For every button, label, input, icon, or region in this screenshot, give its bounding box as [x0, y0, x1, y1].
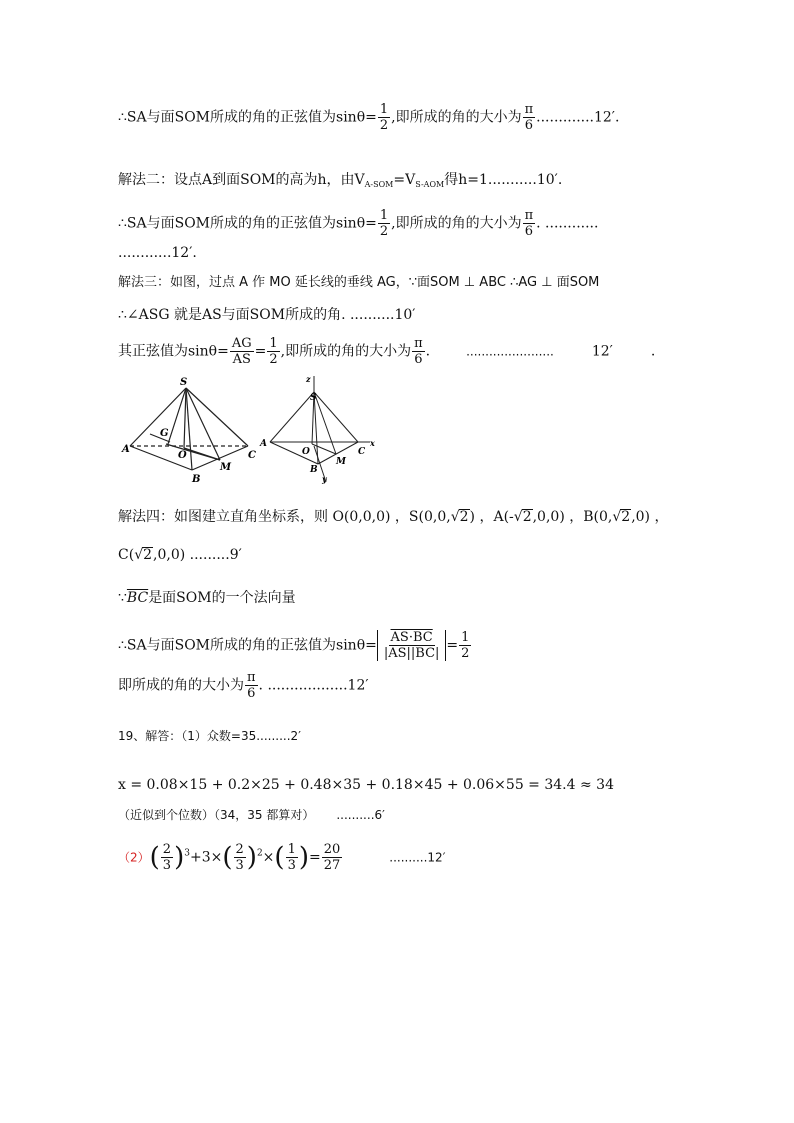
score: ..........12′: [389, 850, 446, 865]
text: ∴SA与面SOM所成的角的正弦值为: [118, 637, 337, 654]
method4-line1: 解法四：如图建立直角坐标系，则 O(0,0,0) ，S(0,0,√2) ，A(-√2,0,0) ，B(0,√2,0) ，: [118, 509, 669, 525]
q19-heading: 19、解答：（1）众数=35.........2′: [118, 729, 301, 743]
text: ) ，A(-: [469, 509, 514, 525]
fraction: [378, 102, 390, 133]
denominator: 6: [524, 224, 533, 239]
text: ,0) ，: [631, 509, 669, 525]
fraction-pi: [523, 208, 536, 239]
sqrt-2: 2: [621, 509, 631, 525]
operator: +3×: [189, 849, 223, 866]
score: 12′: [591, 343, 613, 360]
because: ∵: [118, 590, 127, 606]
numerator: 2: [235, 842, 244, 857]
label-s: S: [180, 377, 188, 388]
denominator: 6: [414, 352, 423, 367]
method3-line2: ∴∠ASG 就是AS与面SOM所成的角. ..........10′: [118, 307, 416, 323]
denominator: 2: [461, 646, 470, 661]
denominator: 27: [323, 858, 341, 873]
denominator: AS: [232, 352, 251, 367]
numerator: π: [524, 102, 534, 117]
numerator: 1: [287, 842, 296, 857]
numerator: 2: [162, 842, 172, 857]
method4-line5: [118, 670, 369, 701]
denominator: 6: [524, 118, 533, 133]
denominator: 2: [379, 118, 389, 133]
sin-theta: sinθ=: [336, 215, 377, 232]
denominator: 3: [287, 858, 296, 873]
method3-line1: 解法三：如图，过点 A 作 MO 延长线的垂线 AG，∵面SOM ⊥ ABC ∴AG ⊥ 面SOM: [118, 275, 600, 290]
sqrt-2: 2: [522, 509, 532, 525]
label-a2: A: [260, 439, 267, 449]
numerator: AG: [231, 336, 252, 351]
denominator: 2: [269, 352, 278, 367]
score: 得h=1...........10′.: [444, 172, 563, 188]
label-o: O: [178, 450, 187, 461]
text: ∴SA与面SOM所成的角的正弦值为: [118, 215, 337, 232]
text: ,即所成的角的大小为: [391, 215, 522, 232]
text: ,即所成的角的大小为: [280, 343, 412, 360]
label-c2: C: [358, 447, 366, 457]
method3-line3: 其正弦值为sinθ= $\frac{AG}{AS}$ = $\frac{1}{2}$ ,即所成的角的大小为 $\frac{\pi}{6}$ . ....................... 12′ .: [118, 336, 656, 367]
method1-conclusion: [118, 102, 619, 133]
label-m2: M: [336, 457, 346, 467]
coordinate-pyramid-diagram: [258, 374, 378, 484]
text: ∴SA与面SOM所成的角的正弦值为: [118, 109, 337, 126]
denominator: 3: [162, 858, 172, 873]
numerator: 20: [323, 842, 341, 857]
denominator: |AS||BC|: [383, 646, 440, 661]
pyramid-diagram: [120, 374, 260, 484]
fraction-two-thirds: [161, 842, 173, 873]
text: ,0,0) ，B(0,: [532, 509, 613, 525]
denominator: 2: [379, 224, 389, 239]
label-s2: S: [310, 393, 317, 403]
q19-note: [118, 806, 385, 824]
fraction: [459, 630, 471, 661]
abs-value: [377, 630, 447, 661]
text: =V: [393, 172, 416, 188]
label-z: z: [306, 374, 311, 384]
subscript: A-SOM: [364, 180, 394, 189]
denominator: 3: [235, 858, 244, 873]
subscript: S-AOM: [415, 180, 445, 189]
numerator: 1: [379, 208, 389, 223]
method2-score: ............12′.: [118, 245, 197, 261]
text: 是面SOM的一个法向量: [148, 590, 296, 606]
vector-bc: $\overline{BC}$: [126, 590, 149, 606]
fraction-result: [322, 842, 343, 873]
fraction-ag-as: [230, 336, 254, 367]
label-y: y: [322, 474, 327, 484]
method4-line3: [118, 589, 296, 607]
sin-theta: sinθ=: [336, 109, 377, 126]
sqrt-2: 2: [143, 547, 153, 563]
note: （近似到个位数）（34，35 都算对）: [118, 808, 315, 822]
equals: =: [309, 849, 321, 866]
text: ,即所成的角的大小为: [391, 109, 522, 126]
sin-theta: sinθ=: [336, 637, 377, 654]
score: ,0,0) .........9′: [153, 547, 242, 563]
fraction-pi: [245, 670, 258, 701]
part2-label: （2）: [118, 850, 150, 865]
numerator: 1: [461, 630, 470, 645]
score: .............12′.: [536, 109, 620, 126]
numerator: π: [524, 208, 534, 223]
method4-line2: C(√2,0,0) .........9′: [118, 547, 242, 563]
text: 即所成的角的大小为: [118, 677, 244, 694]
operator: ×: [262, 849, 275, 866]
label-o2: O: [302, 447, 310, 457]
label-b2: B: [310, 465, 318, 475]
numerator: π: [247, 670, 256, 685]
fraction: [378, 208, 390, 239]
numerator: π: [414, 336, 423, 351]
label-g: G: [160, 428, 169, 439]
equals: =: [446, 637, 459, 654]
end-dot: .: [650, 343, 656, 360]
fraction: [267, 336, 279, 367]
denominator: 6: [247, 686, 256, 701]
fraction-one-third: [286, 842, 298, 873]
method2-conclusion: [118, 208, 598, 239]
score: . ............: [536, 215, 599, 232]
numerator: 1: [379, 102, 389, 117]
pyramid-figure-right: [258, 374, 378, 488]
label-b: B: [192, 474, 201, 484]
numerator: AS·BC: [390, 630, 433, 645]
label-c: C: [248, 450, 256, 461]
score: ..........6′: [336, 808, 385, 822]
label-m: M: [220, 462, 232, 473]
method2-line: [118, 171, 562, 194]
text: 解法四：如图建立直角坐标系，则 O(0,0,0) ，S(0,0,: [118, 509, 451, 525]
exponent: 3: [184, 848, 190, 859]
label-x: x: [370, 438, 375, 448]
dots: .......................: [466, 344, 554, 359]
sqrt-2: 2: [459, 509, 469, 525]
vector-fraction: [382, 630, 442, 661]
q19-part2: （2）( $\frac{2}{3}$ )$^3$+3×( $\frac{2}{3}$ )$^2$×( $\frac{1}{3}$ )= $\frac{20}{27}$ ..........12′: [118, 842, 446, 873]
fraction-pi: [523, 102, 536, 133]
fraction-pi: [412, 336, 425, 367]
method4-line4: [118, 630, 472, 661]
label-a: A: [122, 444, 130, 455]
fraction-two-thirds: [234, 842, 246, 873]
pyramid-figure-left: [120, 374, 260, 488]
exponent: 2: [256, 848, 263, 859]
numerator: 1: [269, 336, 278, 351]
q19-mean: x = 0.08×15 + 0.2×25 + 0.48×35 + 0.18×45 + 0.06×55 = 34.4 ≈ 34: [118, 777, 614, 793]
text: 其正弦值为sinθ=: [118, 343, 229, 360]
text: C(: [118, 547, 135, 563]
text: 解法二：设点A到面SOM的高为h，由V: [118, 172, 365, 188]
score: . ..................12′: [258, 677, 369, 694]
